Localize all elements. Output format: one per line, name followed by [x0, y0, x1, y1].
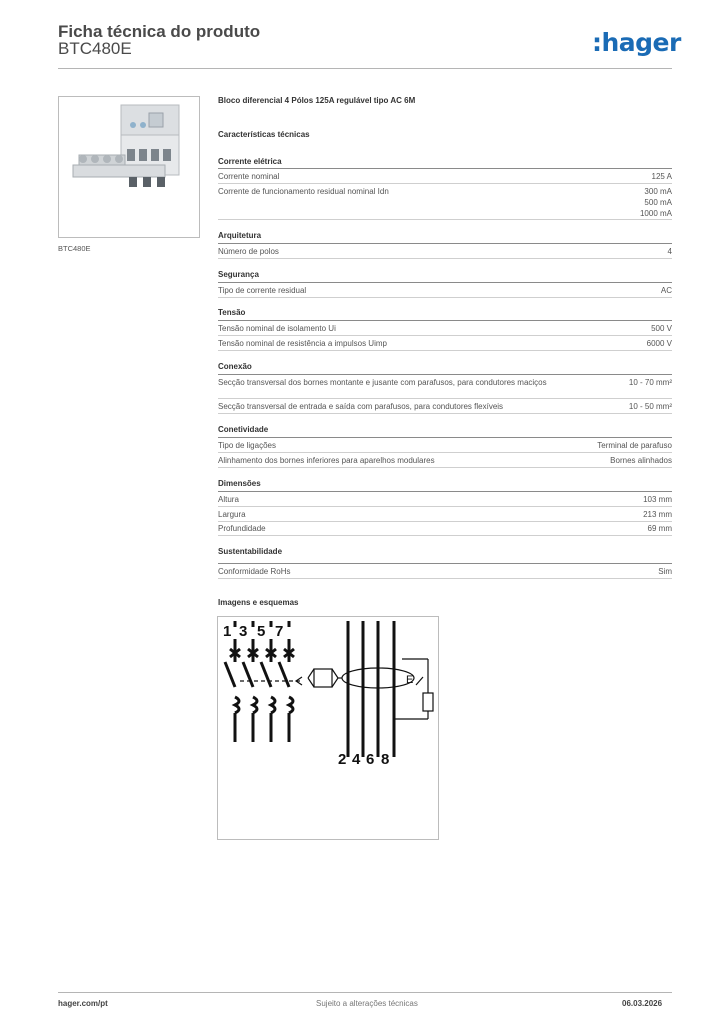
test-button-label: E — [406, 674, 414, 686]
spec-label: Corrente de funcionamento residual nominal Idn — [218, 187, 389, 196]
section-title-dimensoes: Dimensões — [218, 479, 261, 488]
wiring-diagram — [217, 616, 439, 840]
footer-date: 06.03.2026 — [622, 999, 663, 1008]
spec-row — [218, 453, 672, 468]
spec-label: Tipo de ligações — [218, 441, 276, 450]
spec-row — [218, 438, 672, 453]
spec-value: Terminal de parafuso — [597, 441, 672, 450]
product-code: BTC480E — [58, 39, 132, 58]
spec-row — [218, 244, 672, 259]
spec-label: Conformidade RoHs — [218, 567, 291, 576]
terminal-label-top: 7 — [275, 623, 284, 640]
terminal-label-bottom: 2 — [338, 751, 347, 768]
spec-label: Número de polos — [218, 247, 279, 256]
spec-label: Altura — [218, 495, 239, 504]
spec-value: 103 mm — [643, 495, 672, 504]
spec-row — [218, 336, 672, 351]
spec-row — [218, 321, 672, 336]
spec-value: Sim — [658, 567, 672, 576]
spec-label: Secção transversal de entrada e saída com parafusos, para condutores flexíveis — [218, 402, 504, 411]
images-section-title: Imagens e esquemas — [218, 598, 299, 607]
spec-value: AC — [660, 286, 672, 295]
spec-row — [218, 492, 672, 507]
header-divider — [58, 68, 672, 69]
spec-label: Profundidade — [218, 524, 266, 533]
footer-divider — [58, 992, 672, 993]
section-title-seguranca: Segurança — [218, 270, 259, 279]
spec-label: Corrente nominal — [218, 172, 280, 181]
product-description: Bloco diferencial 4 Pólos 125A regulável tipo AC 6M — [218, 96, 416, 105]
spec-row — [218, 399, 672, 414]
spec-label: Secção transversal dos bornes montante e jusante com parafusos, para condutores maciços — [218, 378, 547, 387]
hager-logo: :hager — [592, 28, 681, 57]
spec-row — [218, 507, 672, 522]
spec-row — [218, 283, 672, 298]
spec-label: Tensão nominal de isolamento Ui — [218, 324, 336, 333]
characteristics-heading: Características técnicas — [218, 130, 310, 139]
terminal-label-top: 1 — [223, 623, 232, 640]
spec-label: Largura — [218, 510, 246, 519]
spec-value: 10 - 70 mm² — [628, 378, 672, 387]
section-title-sustentabilidade: Sustentabilidade — [218, 547, 283, 556]
spec-value: Bornes alinhados — [610, 456, 672, 465]
spec-row — [218, 375, 672, 399]
footer-website[interactable]: hager.com/pt — [58, 999, 108, 1008]
terminal-label-top: 3 — [239, 623, 248, 640]
spec-label: Tensão nominal de resistência a impulsos Uimp — [218, 339, 387, 348]
spec-value: 500 V — [651, 324, 672, 333]
footer-disclaimer: Sujeito a alterações técnicas — [316, 999, 418, 1008]
image-caption: BTC480E — [58, 244, 91, 253]
terminal-label-bottom: 4 — [352, 751, 361, 768]
spec-value: 300 mA 500 mA 1000 mA — [639, 187, 672, 218]
terminal-label-bottom: 8 — [381, 751, 390, 768]
spec-value: 4 — [667, 247, 672, 256]
spec-value: 69 mm — [647, 524, 672, 533]
section-title-conexao: Conexão — [218, 362, 252, 371]
spec-value: 125 A — [651, 172, 672, 181]
terminal-label-top: 5 — [257, 623, 266, 640]
section-title-arquitetura: Arquitetura — [218, 231, 262, 240]
spec-value: 6000 V — [646, 339, 672, 348]
section-title-tensao: Tensão — [218, 308, 246, 317]
spec-label: Alinhamento dos bornes inferiores para aparelhos modulares — [218, 456, 435, 465]
section-title-corrente: Corrente elétrica — [218, 157, 282, 166]
terminal-label-bottom: 6 — [366, 751, 375, 768]
spec-row — [218, 521, 672, 536]
section-title-conetividade: Conetividade — [218, 425, 269, 434]
spec-row — [218, 184, 672, 220]
product-image — [58, 96, 200, 238]
spec-label: Tipo de corrente residual — [218, 286, 307, 295]
spec-row — [218, 169, 672, 184]
page-title: Ficha técnica do produto — [58, 22, 261, 41]
spec-value: 10 - 50 mm² — [628, 402, 672, 411]
spec-value: 213 mm — [643, 510, 672, 519]
spec-row — [218, 564, 672, 579]
